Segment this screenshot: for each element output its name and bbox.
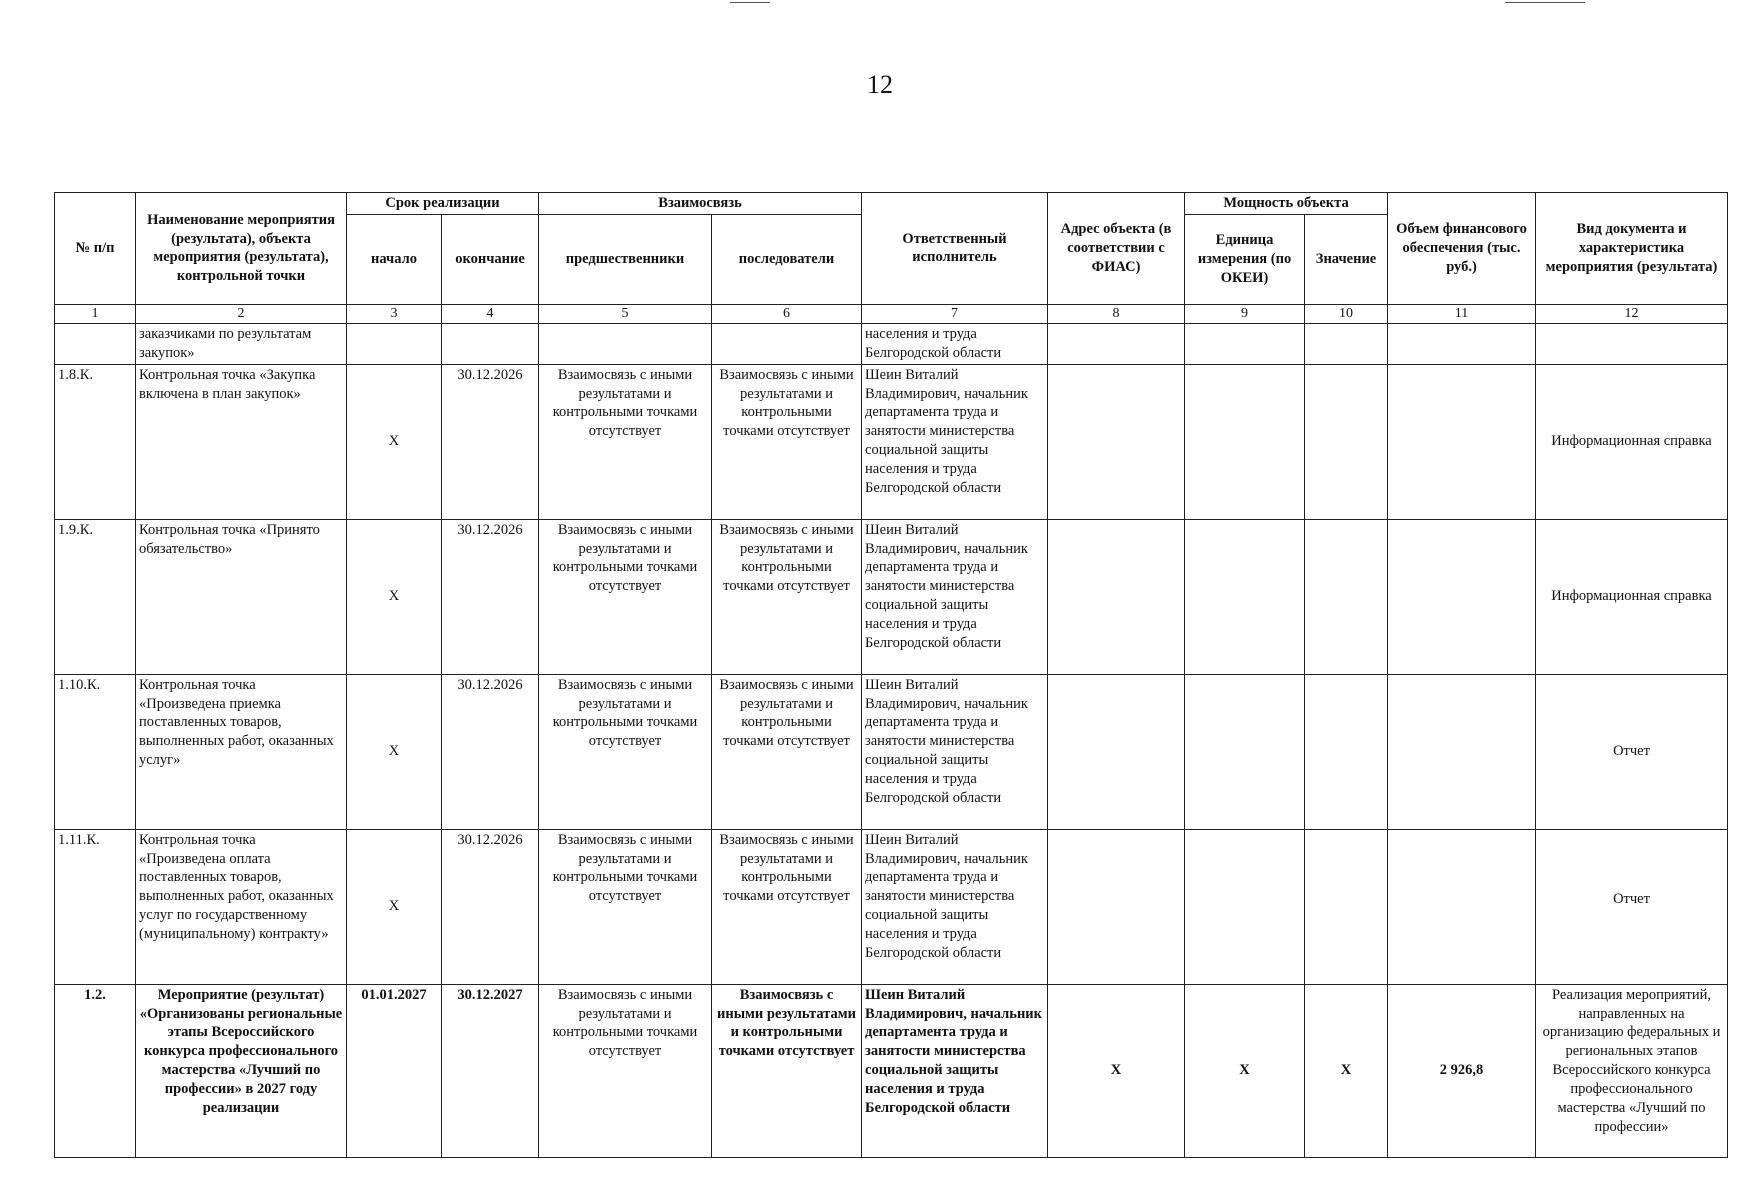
cell-unit xyxy=(1185,674,1305,829)
col-number: 6 xyxy=(712,304,862,323)
cell-responsible: Шеин Виталий Владимирович, начальник департамента труда и занятости министерства социальной защиты населения и труда Белгородской области xyxy=(862,519,1048,674)
cell-value xyxy=(1305,324,1388,365)
header-value: Значение xyxy=(1305,214,1388,304)
table-row xyxy=(55,519,1728,674)
table-row xyxy=(55,364,1728,519)
col-number: 4 xyxy=(442,304,539,323)
cell-financing xyxy=(1388,829,1536,984)
header-start: начало xyxy=(347,214,442,304)
cell-responsible: населения и труда Белгородской области xyxy=(862,324,1048,365)
header-power: Мощность объекта xyxy=(1185,193,1388,215)
cell-document: Отчет xyxy=(1536,674,1728,829)
cell-start xyxy=(347,324,442,365)
cell-unit xyxy=(1185,519,1305,674)
header-name: Наименование мероприятия (результата), объекта мероприятия (результата), контрольной точки xyxy=(136,193,347,305)
cell-address xyxy=(1048,829,1185,984)
cell-num: 1.2. xyxy=(55,984,136,1157)
cell-value xyxy=(1305,364,1388,519)
header-end: окончание xyxy=(442,214,539,304)
header-financing: Объем финансового обеспечения (тыс. руб.) xyxy=(1388,193,1536,305)
cell-document: Информационная справка xyxy=(1536,364,1728,519)
cell-name: Контрольная точка «Закупка включена в план закупок» xyxy=(136,364,347,519)
header-successors: последователи xyxy=(712,214,862,304)
cell-predecessors: Взаимосвязь с иными результатами и контрольными точками отсутствует xyxy=(539,829,712,984)
cell-num: 1.9.К. xyxy=(55,519,136,674)
table-row-continuation xyxy=(55,324,1728,365)
cell-document xyxy=(1536,324,1728,365)
cell-document: Реализация мероприятий, направленных на организацию федеральных и региональных этапов Всероссийского конкурса профессионального мастерства «Лучший по профессии» xyxy=(1536,984,1728,1157)
cell-document: Информационная справка xyxy=(1536,519,1728,674)
cell-end: 30.12.2026 xyxy=(442,829,539,984)
col-number: 1 xyxy=(55,304,136,323)
col-number: 11 xyxy=(1388,304,1536,323)
header-unit: Единица измерения (по ОКЕИ) xyxy=(1185,214,1305,304)
cell-address xyxy=(1048,324,1185,365)
cell-unit xyxy=(1185,324,1305,365)
cell-name: Контрольная точка «Произведена оплата поставленных товаров, выполненных работ, оказанных услуг по государственному (муниципальному) контракту» xyxy=(136,829,347,984)
header-period: Срок реализации xyxy=(347,193,539,215)
header-predecessors: предшественники xyxy=(539,214,712,304)
cell-value xyxy=(1305,519,1388,674)
cell-num: 1.11.К. xyxy=(55,829,136,984)
cell-address xyxy=(1048,519,1185,674)
col-number: 10 xyxy=(1305,304,1388,323)
col-number: 7 xyxy=(862,304,1048,323)
cell-start: X xyxy=(347,674,442,829)
col-number: 3 xyxy=(347,304,442,323)
cell-num xyxy=(55,324,136,365)
cell-value xyxy=(1305,829,1388,984)
cell-address xyxy=(1048,674,1185,829)
cell-start: X xyxy=(347,364,442,519)
cell-name: Мероприятие (результат) «Организованы региональные этапы Всероссийского конкурса профессионального мастерства «Лучший по профессии» в 2027 году реализации xyxy=(136,984,347,1157)
cell-predecessors: Взаимосвязь с иными результатами и контрольными точками отсутствует xyxy=(539,674,712,829)
cell-successors: Взаимосвязь с иными результатами и контрольными точками отсутствует xyxy=(712,364,862,519)
cell-end: 30.12.2026 xyxy=(442,674,539,829)
cell-start: X xyxy=(347,519,442,674)
cell-end xyxy=(442,324,539,365)
cell-responsible: Шеин Виталий Владимирович, начальник департамента труда и занятости министерства социальной защиты населения и труда Белгородской области xyxy=(862,829,1048,984)
table-row xyxy=(55,829,1728,984)
cell-unit xyxy=(1185,829,1305,984)
cell-value xyxy=(1305,674,1388,829)
cell-successors xyxy=(712,324,862,365)
cell-predecessors xyxy=(539,324,712,365)
header-row-1 xyxy=(55,193,1728,215)
page-number: 12 xyxy=(867,70,893,99)
header-document: Вид документа и характеристика мероприятия (результата) xyxy=(1536,193,1728,305)
top-edge-line-left xyxy=(730,2,770,3)
cell-financing xyxy=(1388,519,1536,674)
cell-financing: 2 926,8 xyxy=(1388,984,1536,1157)
header-num: № п/п xyxy=(55,193,136,305)
cell-address: X xyxy=(1048,984,1185,1157)
col-number: 2 xyxy=(136,304,347,323)
cell-financing xyxy=(1388,324,1536,365)
cell-document: Отчет xyxy=(1536,829,1728,984)
column-number-row xyxy=(55,304,1728,323)
cell-name: Контрольная точка «Принято обязательство» xyxy=(136,519,347,674)
cell-predecessors: Взаимосвязь с иными результатами и контрольными точками отсутствует xyxy=(539,519,712,674)
col-number: 12 xyxy=(1536,304,1728,323)
cell-end: 30.12.2027 xyxy=(442,984,539,1157)
cell-end: 30.12.2026 xyxy=(442,364,539,519)
cell-address xyxy=(1048,364,1185,519)
table-row xyxy=(55,674,1728,829)
cell-financing xyxy=(1388,674,1536,829)
cell-start: 01.01.2027 xyxy=(347,984,442,1157)
cell-successors: Взаимосвязь с иными результатами и контрольными точками отсутствует xyxy=(712,519,862,674)
col-number: 8 xyxy=(1048,304,1185,323)
cell-successors: Взаимосвязь с иными результатами и контрольными точками отсутствует xyxy=(712,829,862,984)
cell-value: X xyxy=(1305,984,1388,1157)
top-edge-line-right xyxy=(1505,2,1585,3)
cell-start: X xyxy=(347,829,442,984)
cell-responsible: Шеин Виталий Владимирович, начальник департамента труда и занятости министерства социальной защиты населения и труда Белгородской области xyxy=(862,364,1048,519)
header-responsible: Ответственный исполнитель xyxy=(862,193,1048,305)
cell-unit: X xyxy=(1185,984,1305,1157)
cell-num: 1.8.К. xyxy=(55,364,136,519)
col-number: 5 xyxy=(539,304,712,323)
cell-predecessors: Взаимосвязь с иными результатами и контрольными точками отсутствует xyxy=(539,364,712,519)
cell-unit xyxy=(1185,364,1305,519)
header-link: Взаимосвязь xyxy=(539,193,862,215)
cell-name: Контрольная точка «Произведена приемка поставленных товаров, выполненных работ, оказанных услуг» xyxy=(136,674,347,829)
table-row-event xyxy=(55,984,1728,1157)
cell-successors: Взаимосвязь с иными результатами и контрольными точками отсутствует xyxy=(712,674,862,829)
cell-responsible: Шеин Виталий Владимирович, начальник департамента труда и занятости министерства социальной защиты населения и труда Белгородской области xyxy=(862,984,1048,1157)
implementation-plan-table xyxy=(54,192,1728,1158)
cell-successors: Взаимосвязь с иными результатами и контрольными точками отсутствует xyxy=(712,984,862,1157)
cell-name: заказчиками по результатам закупок» xyxy=(136,324,347,365)
cell-end: 30.12.2026 xyxy=(442,519,539,674)
cell-num: 1.10.К. xyxy=(55,674,136,829)
header-address: Адрес объекта (в соответствии с ФИАС) xyxy=(1048,193,1185,305)
cell-predecessors: Взаимосвязь с иными результатами и контрольными точками отсутствует xyxy=(539,984,712,1157)
col-number: 9 xyxy=(1185,304,1305,323)
cell-financing xyxy=(1388,364,1536,519)
cell-responsible: Шеин Виталий Владимирович, начальник департамента труда и занятости министерства социальной защиты населения и труда Белгородской области xyxy=(862,674,1048,829)
